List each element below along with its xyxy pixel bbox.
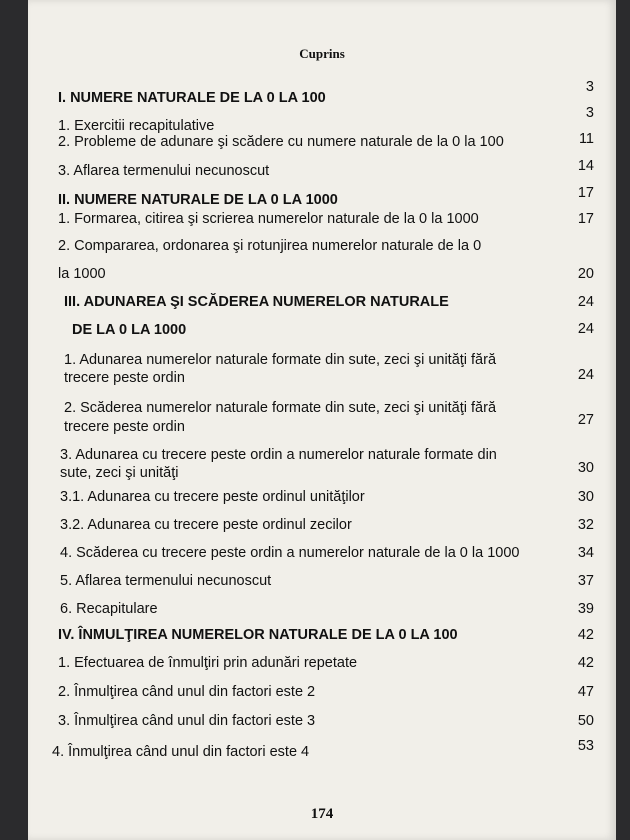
entry-page-number: 37 (577, 573, 594, 589)
chapter-heading: IV. ÎNMULŢIREA NUMERELOR NATURALE DE LA 0 LA 100 (58, 627, 458, 643)
entry-title: 3. Înmulţirea când unul din factori este 3 (58, 713, 316, 729)
entry-title: 3.2. Adunarea cu trecere peste ordinul zecilor (60, 517, 352, 533)
chapter-heading: I. NUMERE NATURALE DE LA 0 LA 100 (58, 90, 326, 106)
entry-page-number: 3 (585, 79, 594, 95)
entry-title: 1. Efectuarea de înmulţiri prin adunări repetate (58, 655, 358, 671)
entry-page-number: 24 (577, 294, 594, 310)
entry-title: trecere peste ordin (64, 370, 185, 386)
book-page (28, 0, 616, 840)
chapter-heading: II. NUMERE NATURALE DE LA 0 LA 1000 (58, 192, 338, 208)
entry-page-number: 42 (577, 627, 594, 643)
entry-page-number: 11 (578, 131, 594, 147)
table-of-contents (28, 0, 616, 840)
entry-page-number: 14 (577, 158, 594, 174)
entry-title: 3. Adunarea cu trecere peste ordin a numerelor naturale formate din (60, 447, 497, 463)
entry-page-number: 32 (577, 517, 594, 533)
entry-page-number: 39 (577, 601, 594, 617)
entry-page-number: 20 (577, 266, 594, 282)
entry-title: 3.1. Adunarea cu trecere peste ordinul unităţilor (60, 489, 365, 505)
page-title: Cuprins (299, 46, 345, 61)
entry-title: 6. Recapitulare (60, 601, 158, 617)
entry-page-number: 17 (577, 211, 594, 227)
entry-page-number: 50 (577, 713, 594, 729)
entry-title: 4. Înmulţirea când unul din factori este 4 (52, 744, 310, 760)
entry-page-number: 3 (585, 105, 594, 121)
entry-title: 1. Exercitii recapitulative (58, 118, 215, 134)
chapter-heading: III. ADUNAREA ŞI SCĂDEREA NUMERELOR NATURALE (64, 294, 449, 310)
entry-page-number: 27 (577, 412, 594, 428)
entry-title: sute, zeci şi unităţi (60, 465, 179, 481)
entry-page-number: 47 (577, 684, 594, 700)
entry-title: 2. Scăderea numerelor naturale formate din sute, zeci şi unităţi fără (64, 400, 497, 416)
entry-title: 2. Probleme de adunare şi scădere cu numere naturale de la 0 la 100 (58, 134, 504, 150)
entry-title: 1. Formarea, citirea şi scrierea numerelor naturale de la 0 la 1000 (58, 211, 479, 227)
entry-page-number: 24 (577, 321, 594, 337)
entry-title: 4. Scăderea cu trecere peste ordin a numerelor naturale de la 0 la 1000 (60, 545, 520, 561)
page-number: 174 (310, 806, 334, 822)
entry-page-number: 30 (577, 460, 594, 476)
entry-page-number: 34 (577, 545, 594, 561)
entry-page-number: 42 (577, 655, 594, 671)
entry-title: trecere peste ordin (64, 419, 185, 435)
entry-title: 2. Înmulţirea când unul din factori este 2 (58, 684, 316, 700)
entry-page-number: 24 (577, 367, 594, 383)
entry-title: 1. Adunarea numerelor naturale formate din sute, zeci şi unităţi fără (64, 352, 497, 368)
entry-title: 5. Aflarea termenului necunoscut (60, 573, 272, 589)
entry-title: 2. Compararea, ordonarea şi rotunjirea numerelor naturale de la 0 (58, 238, 482, 254)
entry-title: 3. Aflarea termenului necunoscut (58, 163, 270, 179)
entry-page-number: 30 (577, 489, 594, 505)
entry-page-number: 17 (577, 185, 594, 201)
entry-page-number: 53 (577, 738, 594, 754)
entry-title: la 1000 (58, 266, 106, 282)
chapter-heading: DE LA 0 LA 1000 (72, 322, 187, 338)
